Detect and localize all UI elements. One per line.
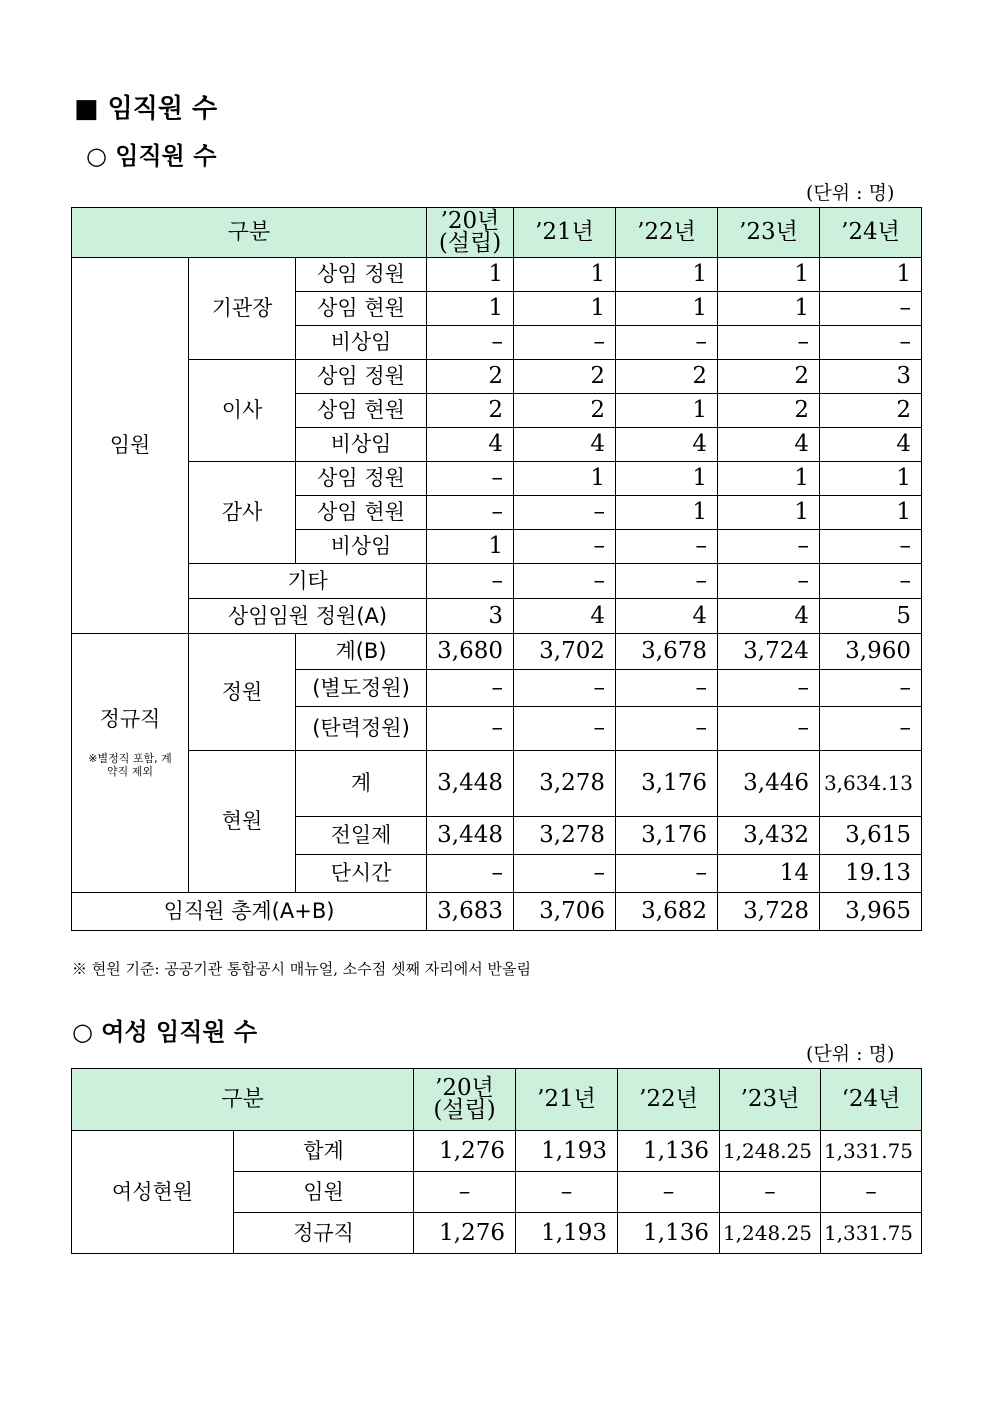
cell: 2 xyxy=(514,360,616,394)
cell: – xyxy=(820,564,922,599)
director-label: 이사 xyxy=(189,360,296,462)
quota-label: 정원 xyxy=(189,634,296,751)
cell: 3,965 xyxy=(820,893,922,931)
cell: 3,724 xyxy=(718,634,820,670)
cell: 3,702 xyxy=(514,634,616,670)
row-label: 전일제 xyxy=(296,817,427,855)
cell: – xyxy=(514,564,616,599)
cell: 4 xyxy=(820,428,922,462)
cell: 1,331.75 xyxy=(821,1213,922,1254)
cell: – xyxy=(514,855,616,893)
header-2020-year: ’20년 xyxy=(440,207,500,234)
row-label: 상임 현원 xyxy=(296,394,427,428)
cell: – xyxy=(718,707,820,751)
row-label: 상임 정원 xyxy=(296,360,427,394)
cell: 1 xyxy=(718,496,820,530)
cell: 1 xyxy=(514,292,616,326)
row-label: 상임 현원 xyxy=(296,292,427,326)
header-2023: ’23년 xyxy=(718,208,820,258)
cell: – xyxy=(514,326,616,360)
header-2020-year: ’20년 xyxy=(435,1074,494,1101)
table-row xyxy=(72,462,922,496)
cell: – xyxy=(616,530,718,564)
cell: – xyxy=(820,530,922,564)
header-2020-founded: (설립) xyxy=(433,1096,496,1123)
employee-count-table xyxy=(71,207,922,931)
cell: 3 xyxy=(427,599,514,634)
cell: 1 xyxy=(427,258,514,292)
cell: 4 xyxy=(616,599,718,634)
cell: – xyxy=(718,670,820,707)
cell: – xyxy=(514,530,616,564)
row-label: (탄력정원) xyxy=(296,707,427,751)
cell: 14 xyxy=(718,855,820,893)
cell: 3,683 xyxy=(427,893,514,931)
row-label: 비상임 xyxy=(296,326,427,360)
cell: 4 xyxy=(514,599,616,634)
table-row xyxy=(72,634,922,670)
cell: 2 xyxy=(427,360,514,394)
cell: 3,960 xyxy=(820,634,922,670)
row-label: 상임 현원 xyxy=(296,496,427,530)
header-2024: ‘24년 xyxy=(821,1069,922,1131)
row-label: 정규직 xyxy=(234,1213,414,1254)
cell: 2 xyxy=(718,394,820,428)
regular-note: ※별정직 포함, 계약직 제외 xyxy=(88,752,172,779)
cell: 3,278 xyxy=(514,751,616,817)
female-current-label: 여성현원 xyxy=(72,1131,234,1254)
header-row xyxy=(72,1069,922,1131)
cell: 2 xyxy=(718,360,820,394)
cell: – xyxy=(718,530,820,564)
cell: 4 xyxy=(514,428,616,462)
cell: 2 xyxy=(514,394,616,428)
cell: – xyxy=(718,326,820,360)
cell: – xyxy=(616,707,718,751)
cell: 3,634.13 xyxy=(820,751,922,817)
cell: – xyxy=(720,1172,821,1213)
header-2021: ’21년 xyxy=(516,1069,618,1131)
cell: 1,248.25 xyxy=(720,1131,821,1172)
cell: 3 xyxy=(820,360,922,394)
cell: – xyxy=(427,564,514,599)
cell: 1 xyxy=(718,462,820,496)
row-label: 비상임 xyxy=(296,428,427,462)
table-row xyxy=(72,1131,922,1172)
row-label: 합계 xyxy=(234,1131,414,1172)
cell: 1,136 xyxy=(618,1131,720,1172)
cell: 3,682 xyxy=(616,893,718,931)
cell: 19.13 xyxy=(820,855,922,893)
grand-total-label: 임직원 총계(A+B) xyxy=(72,893,427,931)
unit-label-female: (단위 : 명) xyxy=(806,1043,895,1065)
cell: – xyxy=(616,326,718,360)
row-label: 상임 정원 xyxy=(296,462,427,496)
head-label: 기관장 xyxy=(189,258,296,360)
cell: – xyxy=(820,326,922,360)
cell: 3,728 xyxy=(718,893,820,931)
cell: 3,615 xyxy=(820,817,922,855)
cell: – xyxy=(414,1172,516,1213)
header-2020 xyxy=(414,1069,516,1131)
header-row xyxy=(72,208,922,258)
cell: 1,136 xyxy=(618,1213,720,1254)
cell: 1 xyxy=(616,258,718,292)
row-label: 단시간 xyxy=(296,855,427,893)
row-label: 계(B) xyxy=(296,634,427,670)
cell: – xyxy=(821,1172,922,1213)
cell: 3,448 xyxy=(427,817,514,855)
table-row xyxy=(72,258,922,292)
cell: 4 xyxy=(427,428,514,462)
cell: 1 xyxy=(514,462,616,496)
section-title-employees: ○ 임직원 수 xyxy=(86,142,217,170)
cell: 1 xyxy=(616,394,718,428)
header-2023: ’23년 xyxy=(720,1069,821,1131)
cell: 2 xyxy=(820,394,922,428)
page-heading: ■ 임직원 수 xyxy=(74,94,218,124)
cell: – xyxy=(718,564,820,599)
cell: 1,331.75 xyxy=(821,1131,922,1172)
cell: 1,248.25 xyxy=(720,1213,821,1254)
cell: 1 xyxy=(820,258,922,292)
cell: – xyxy=(616,670,718,707)
cell: 3,706 xyxy=(514,893,616,931)
row-label: (별도정원) xyxy=(296,670,427,707)
cell: 1 xyxy=(616,292,718,326)
cell: – xyxy=(427,670,514,707)
cell: – xyxy=(820,670,922,707)
cell: – xyxy=(427,855,514,893)
cell: – xyxy=(427,707,514,751)
cell: 3,176 xyxy=(616,817,718,855)
cell: – xyxy=(616,564,718,599)
standing-quota-total-label: 상임임원 정원(A) xyxy=(189,599,427,634)
cell: 1 xyxy=(616,462,718,496)
row-label: 비상임 xyxy=(296,530,427,564)
cell: – xyxy=(820,292,922,326)
cell: 1 xyxy=(514,258,616,292)
female-employee-table xyxy=(71,1068,922,1254)
cell: 1 xyxy=(427,292,514,326)
cell: 1,276 xyxy=(414,1131,516,1172)
cell: 1 xyxy=(820,462,922,496)
cell: 1,193 xyxy=(516,1131,618,1172)
cell: 3,446 xyxy=(718,751,820,817)
section-title-female: ○ 여성 임직원 수 xyxy=(72,1018,258,1046)
cell: 3,680 xyxy=(427,634,514,670)
table-row xyxy=(72,599,922,634)
cell: 1 xyxy=(718,258,820,292)
header-category: 구분 xyxy=(72,208,427,258)
officers-label: 임원 xyxy=(72,258,189,634)
cell: 3,448 xyxy=(427,751,514,817)
cell: – xyxy=(616,855,718,893)
cell: – xyxy=(427,462,514,496)
header-2021: ’21년 xyxy=(514,208,616,258)
header-2022: ’22년 xyxy=(618,1069,720,1131)
auditor-label: 감사 xyxy=(189,462,296,564)
cell: 2 xyxy=(427,394,514,428)
cell: 5 xyxy=(820,599,922,634)
header-2020-founded: (설립) xyxy=(438,229,502,256)
cell: – xyxy=(514,707,616,751)
cell: 1 xyxy=(616,496,718,530)
cell: – xyxy=(427,326,514,360)
cell: 4 xyxy=(616,428,718,462)
cell: 1 xyxy=(427,530,514,564)
footnote: ※ 현원 기준: 공공기관 통합공시 매뉴얼, 소수점 셋째 자리에서 반올림 xyxy=(72,960,531,978)
table-row xyxy=(72,564,922,599)
cell: 1,276 xyxy=(414,1213,516,1254)
row-label: 상임 정원 xyxy=(296,258,427,292)
other-label: 기타 xyxy=(189,564,427,599)
cell: 3,678 xyxy=(616,634,718,670)
current-label: 현원 xyxy=(189,751,296,893)
cell: – xyxy=(514,670,616,707)
table-row xyxy=(72,360,922,394)
unit-label: (단위 : 명) xyxy=(806,182,895,204)
cell: 3,278 xyxy=(514,817,616,855)
table-row xyxy=(72,893,922,931)
cell: – xyxy=(427,496,514,530)
header-2022: ’22년 xyxy=(616,208,718,258)
cell: 1,193 xyxy=(516,1213,618,1254)
cell: 1 xyxy=(820,496,922,530)
header-2024: ’24년 xyxy=(820,208,922,258)
regular-label xyxy=(72,634,189,893)
cell: 3,176 xyxy=(616,751,718,817)
regular-label-text: 정규직 xyxy=(99,707,161,731)
header-2020 xyxy=(427,208,514,258)
cell: 1 xyxy=(718,292,820,326)
cell: 3,432 xyxy=(718,817,820,855)
header-category: 구분 xyxy=(72,1069,414,1131)
cell: – xyxy=(514,496,616,530)
cell: 2 xyxy=(616,360,718,394)
cell: – xyxy=(618,1172,720,1213)
row-label: 임원 xyxy=(234,1172,414,1213)
cell: – xyxy=(516,1172,618,1213)
row-label: 계 xyxy=(296,751,427,817)
table-row xyxy=(72,751,922,817)
cell: 4 xyxy=(718,428,820,462)
cell: 4 xyxy=(718,599,820,634)
cell: – xyxy=(820,707,922,751)
